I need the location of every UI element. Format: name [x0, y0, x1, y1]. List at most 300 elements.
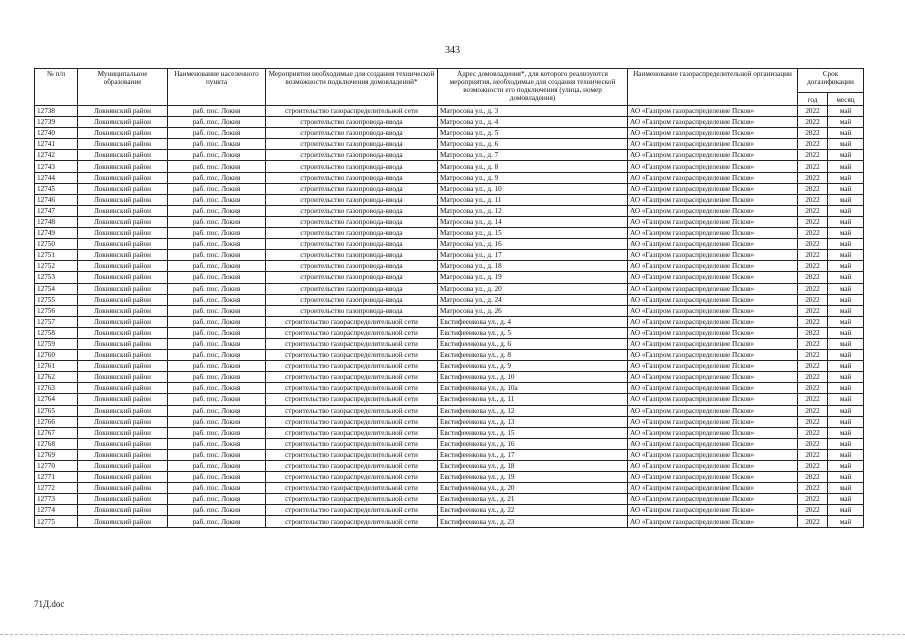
cell-measures: строительство газораспределительной сети	[266, 416, 438, 427]
cell-address: Матросова ул., д. 3	[438, 106, 628, 117]
table-row	[35, 305, 864, 316]
header-organization: Наименование газораспределительной организации	[628, 69, 798, 106]
cell-settlement: раб. пос. Локня	[168, 216, 266, 227]
cell-month: май	[828, 205, 864, 216]
cell-month: май	[828, 427, 864, 438]
cell-num: 12774	[35, 505, 78, 516]
cell-measures: строительство газораспределительной сети	[266, 472, 438, 483]
cell-settlement: раб. пос. Локня	[168, 261, 266, 272]
cell-settlement: раб. пос. Локня	[168, 438, 266, 449]
cell-organization: АО «Газпром газораспределение Псков»	[628, 449, 798, 460]
cell-measures: строительство газораспределительной сети	[266, 405, 438, 416]
cell-organization: АО «Газпром газораспределение Псков»	[628, 161, 798, 172]
cell-measures: строительство газораспределительной сети	[266, 361, 438, 372]
cell-organization: АО «Газпром газораспределение Псков»	[628, 394, 798, 405]
cell-month: май	[828, 472, 864, 483]
cell-municipality: Локнянский район	[78, 416, 168, 427]
cell-municipality: Локнянский район	[78, 172, 168, 183]
cell-year: 2022	[798, 338, 828, 349]
table-row	[35, 261, 864, 272]
cell-num: 12740	[35, 128, 78, 139]
cell-year: 2022	[798, 150, 828, 161]
cell-address: Матросова ул., д. 10	[438, 183, 628, 194]
table-row	[35, 516, 864, 527]
cell-month: май	[828, 405, 864, 416]
table-row	[35, 272, 864, 283]
cell-measures: строительство газораспределительной сети	[266, 327, 438, 338]
cell-settlement: раб. пос. Локня	[168, 239, 266, 250]
cell-settlement: раб. пос. Локня	[168, 327, 266, 338]
cell-address: Матросова ул., д. 17	[438, 250, 628, 261]
cell-year: 2022	[798, 272, 828, 283]
table-row	[35, 117, 864, 128]
cell-municipality: Локнянский район	[78, 372, 168, 383]
cell-address: Матросова ул., д. 6	[438, 139, 628, 150]
cell-municipality: Локнянский район	[78, 261, 168, 272]
cell-month: май	[828, 250, 864, 261]
cell-year: 2022	[798, 394, 828, 405]
cell-municipality: Локнянский район	[78, 183, 168, 194]
cell-measures: строительство газораспределительной сети	[266, 338, 438, 349]
cell-month: май	[828, 261, 864, 272]
cell-num: 12765	[35, 405, 78, 416]
cell-organization: АО «Газпром газораспределение Псков»	[628, 438, 798, 449]
cell-num: 12756	[35, 305, 78, 316]
header-month: месяц	[828, 93, 864, 106]
cell-num: 12738	[35, 106, 78, 117]
cell-address: Евстифеенкова ул., д. 6	[438, 338, 628, 349]
cell-municipality: Локнянский район	[78, 338, 168, 349]
table-row	[35, 250, 864, 261]
header-address: Адрес домовладения*, для которого реализуются мероприятия, необходимые для создания технической возможности его подключения (улица, номер домовладения)	[438, 69, 628, 106]
table-row	[35, 394, 864, 405]
cell-month: май	[828, 283, 864, 294]
cell-num: 12745	[35, 183, 78, 194]
cell-measures: строительство газораспределительной сети	[266, 505, 438, 516]
cell-measures: строительство газораспределительной сети	[266, 516, 438, 527]
cell-municipality: Локнянский район	[78, 427, 168, 438]
cell-year: 2022	[798, 427, 828, 438]
cell-organization: АО «Газпром газораспределение Псков»	[628, 516, 798, 527]
cell-municipality: Локнянский район	[78, 194, 168, 205]
cell-measures: строительство газопровода-ввода	[266, 194, 438, 205]
cell-year: 2022	[798, 350, 828, 361]
table-row	[35, 383, 864, 394]
cell-num: 12748	[35, 216, 78, 227]
cell-month: май	[828, 449, 864, 460]
cell-address: Матросова ул., д. 24	[438, 294, 628, 305]
cell-measures: строительство газопровода-ввода	[266, 139, 438, 150]
cell-num: 12747	[35, 205, 78, 216]
cell-municipality: Локнянский район	[78, 449, 168, 460]
cell-municipality: Локнянский район	[78, 150, 168, 161]
cell-month: май	[828, 228, 864, 239]
cell-settlement: раб. пос. Локня	[168, 128, 266, 139]
cell-year: 2022	[798, 250, 828, 261]
table-row	[35, 338, 864, 349]
cell-address: Матросова ул., д. 8	[438, 161, 628, 172]
cell-organization: АО «Газпром газораспределение Псков»	[628, 416, 798, 427]
cell-address: Евстифеенкова ул., д. 17	[438, 449, 628, 460]
cell-municipality: Локнянский район	[78, 239, 168, 250]
cell-measures: строительство газопровода-ввода	[266, 294, 438, 305]
cell-month: май	[828, 139, 864, 150]
cell-num: 12763	[35, 383, 78, 394]
cell-measures: строительство газораспределительной сети	[266, 316, 438, 327]
table-row	[35, 128, 864, 139]
cell-organization: АО «Газпром газораспределение Псков»	[628, 216, 798, 227]
cell-address: Матросова ул., д. 5	[438, 128, 628, 139]
cell-address: Евстифеенкова ул., д. 5	[438, 327, 628, 338]
cell-year: 2022	[798, 305, 828, 316]
header-settlement: Наименование населенного пункта	[168, 69, 266, 106]
table-row	[35, 494, 864, 505]
table-row	[35, 216, 864, 227]
cell-month: май	[828, 183, 864, 194]
cell-organization: АО «Газпром газораспределение Псков»	[628, 183, 798, 194]
cell-settlement: раб. пос. Локня	[168, 117, 266, 128]
cell-settlement: раб. пос. Локня	[168, 383, 266, 394]
header-municipality: Муниципальное образование	[78, 69, 168, 106]
cell-month: май	[828, 316, 864, 327]
cell-month: май	[828, 117, 864, 128]
cell-municipality: Локнянский район	[78, 394, 168, 405]
cell-measures: строительство газораспределительной сети	[266, 106, 438, 117]
cell-organization: АО «Газпром газораспределение Псков»	[628, 272, 798, 283]
cell-address: Евстифеенкова ул., д. 15	[438, 427, 628, 438]
cell-settlement: раб. пос. Локня	[168, 294, 266, 305]
cell-address: Евстифеенкова ул., д. 20	[438, 483, 628, 494]
cell-municipality: Локнянский район	[78, 272, 168, 283]
cell-num: 12751	[35, 250, 78, 261]
cell-measures: строительство газопровода-ввода	[266, 261, 438, 272]
cell-settlement: раб. пос. Локня	[168, 194, 266, 205]
cell-num: 12754	[35, 283, 78, 294]
cell-settlement: раб. пос. Локня	[168, 172, 266, 183]
cell-settlement: раб. пос. Локня	[168, 272, 266, 283]
table-row	[35, 172, 864, 183]
cell-num: 12760	[35, 350, 78, 361]
cell-address: Евстифеенкова ул., д. 23	[438, 516, 628, 527]
table-row	[35, 239, 864, 250]
cell-settlement: раб. пос. Локня	[168, 472, 266, 483]
cell-year: 2022	[798, 228, 828, 239]
cell-municipality: Локнянский район	[78, 228, 168, 239]
cell-year: 2022	[798, 294, 828, 305]
cell-year: 2022	[798, 372, 828, 383]
cell-month: май	[828, 416, 864, 427]
table-row	[35, 438, 864, 449]
cell-num: 12739	[35, 117, 78, 128]
cell-month: май	[828, 272, 864, 283]
cell-month: май	[828, 239, 864, 250]
cell-settlement: раб. пос. Локня	[168, 361, 266, 372]
cell-year: 2022	[798, 483, 828, 494]
cell-address: Евстифеенкова ул., д. 12	[438, 405, 628, 416]
cell-address: Матросова ул., д. 26	[438, 305, 628, 316]
cell-municipality: Локнянский район	[78, 161, 168, 172]
cell-month: май	[828, 194, 864, 205]
table-row	[35, 505, 864, 516]
cell-address: Евстифеенкова ул., д. 9	[438, 361, 628, 372]
cell-num: 12749	[35, 228, 78, 239]
cell-measures: строительство газораспределительной сети	[266, 461, 438, 472]
cell-settlement: раб. пос. Локня	[168, 505, 266, 516]
table-row	[35, 150, 864, 161]
scan-edge-line	[0, 634, 905, 635]
table-row	[35, 161, 864, 172]
cell-year: 2022	[798, 405, 828, 416]
cell-measures: строительство газопровода-ввода	[266, 161, 438, 172]
cell-address: Евстифеенкова ул., д. 19	[438, 472, 628, 483]
cell-month: май	[828, 372, 864, 383]
cell-settlement: раб. пос. Локня	[168, 494, 266, 505]
cell-municipality: Локнянский район	[78, 250, 168, 261]
cell-organization: АО «Газпром газораспределение Псков»	[628, 250, 798, 261]
cell-municipality: Локнянский район	[78, 316, 168, 327]
cell-month: май	[828, 350, 864, 361]
table-row	[35, 361, 864, 372]
cell-month: май	[828, 150, 864, 161]
table-row	[35, 483, 864, 494]
cell-measures: строительство газораспределительной сети	[266, 449, 438, 460]
cell-year: 2022	[798, 361, 828, 372]
cell-address: Матросова ул., д. 11	[438, 194, 628, 205]
table-row	[35, 461, 864, 472]
cell-month: май	[828, 461, 864, 472]
cell-year: 2022	[798, 461, 828, 472]
cell-year: 2022	[798, 472, 828, 483]
cell-organization: АО «Газпром газораспределение Псков»	[628, 316, 798, 327]
cell-address: Евстифеенкова ул., д. 22	[438, 505, 628, 516]
cell-municipality: Локнянский район	[78, 294, 168, 305]
cell-address: Матросова ул., д. 12	[438, 205, 628, 216]
cell-organization: АО «Газпром газораспределение Псков»	[628, 372, 798, 383]
cell-municipality: Локнянский район	[78, 139, 168, 150]
cell-num: 12758	[35, 327, 78, 338]
cell-num: 12767	[35, 427, 78, 438]
cell-measures: строительство газопровода-ввода	[266, 228, 438, 239]
cell-organization: АО «Газпром газораспределение Псков»	[628, 150, 798, 161]
cell-num: 12746	[35, 194, 78, 205]
cell-settlement: раб. пос. Локня	[168, 516, 266, 527]
cell-address: Матросова ул., д. 7	[438, 150, 628, 161]
header-num: № п/п	[35, 69, 78, 106]
cell-settlement: раб. пос. Локня	[168, 416, 266, 427]
cell-year: 2022	[798, 438, 828, 449]
cell-settlement: раб. пос. Локня	[168, 394, 266, 405]
table-row	[35, 405, 864, 416]
cell-settlement: раб. пос. Локня	[168, 350, 266, 361]
cell-year: 2022	[798, 194, 828, 205]
cell-month: май	[828, 438, 864, 449]
cell-num: 12769	[35, 449, 78, 460]
cell-month: май	[828, 305, 864, 316]
cell-num: 12757	[35, 316, 78, 327]
cell-settlement: раб. пос. Локня	[168, 305, 266, 316]
table-row	[35, 327, 864, 338]
cell-municipality: Локнянский район	[78, 205, 168, 216]
table-row	[35, 205, 864, 216]
cell-month: май	[828, 294, 864, 305]
cell-organization: АО «Газпром газораспределение Псков»	[628, 139, 798, 150]
cell-month: май	[828, 327, 864, 338]
cell-organization: АО «Газпром газораспределение Псков»	[628, 205, 798, 216]
cell-measures: строительство газопровода-ввода	[266, 272, 438, 283]
cell-measures: строительство газопровода-ввода	[266, 183, 438, 194]
cell-municipality: Локнянский район	[78, 516, 168, 527]
table-body	[35, 106, 864, 528]
cell-month: май	[828, 216, 864, 227]
cell-year: 2022	[798, 505, 828, 516]
cell-num: 12761	[35, 361, 78, 372]
cell-organization: АО «Газпром газораспределение Псков»	[628, 283, 798, 294]
cell-measures: строительство газопровода-ввода	[266, 239, 438, 250]
cell-settlement: раб. пос. Локня	[168, 205, 266, 216]
cell-municipality: Локнянский район	[78, 461, 168, 472]
cell-num: 12741	[35, 139, 78, 150]
cell-organization: АО «Газпром газораспределение Псков»	[628, 505, 798, 516]
table-row	[35, 294, 864, 305]
cell-year: 2022	[798, 205, 828, 216]
cell-municipality: Локнянский район	[78, 405, 168, 416]
cell-settlement: раб. пос. Локня	[168, 106, 266, 117]
table-row	[35, 427, 864, 438]
cell-organization: АО «Газпром газораспределение Псков»	[628, 338, 798, 349]
cell-organization: АО «Газпром газораспределение Псков»	[628, 261, 798, 272]
cell-num: 12762	[35, 372, 78, 383]
cell-municipality: Локнянский район	[78, 505, 168, 516]
cell-municipality: Локнянский район	[78, 438, 168, 449]
cell-year: 2022	[798, 172, 828, 183]
cell-address: Матросова ул., д. 20	[438, 283, 628, 294]
cell-month: май	[828, 128, 864, 139]
cell-organization: АО «Газпром газораспределение Псков»	[628, 427, 798, 438]
cell-address: Евстифеенкова ул., д. 10	[438, 372, 628, 383]
cell-num: 12768	[35, 438, 78, 449]
cell-address: Матросова ул., д. 14	[438, 216, 628, 227]
cell-year: 2022	[798, 516, 828, 527]
cell-address: Евстифеенкова ул., д. 8	[438, 350, 628, 361]
cell-address: Матросова ул., д. 15	[438, 228, 628, 239]
cell-settlement: раб. пос. Локня	[168, 161, 266, 172]
cell-municipality: Локнянский район	[78, 283, 168, 294]
cell-measures: строительство газораспределительной сети	[266, 494, 438, 505]
table-row	[35, 283, 864, 294]
table-row	[35, 350, 864, 361]
cell-municipality: Локнянский район	[78, 327, 168, 338]
cell-year: 2022	[798, 183, 828, 194]
header-measures: Мероприятия необходимые для создания технической возможности подключения домовладений*	[266, 69, 438, 106]
table-row	[35, 139, 864, 150]
cell-measures: строительство газораспределительной сети	[266, 483, 438, 494]
cell-organization: АО «Газпром газораспределение Псков»	[628, 350, 798, 361]
table-row	[35, 472, 864, 483]
table-header	[35, 69, 864, 106]
cell-num: 12755	[35, 294, 78, 305]
cell-num: 12773	[35, 494, 78, 505]
cell-organization: АО «Газпром газораспределение Псков»	[628, 294, 798, 305]
cell-year: 2022	[798, 139, 828, 150]
cell-month: май	[828, 338, 864, 349]
cell-measures: строительство газопровода-ввода	[266, 150, 438, 161]
cell-settlement: раб. пос. Локня	[168, 461, 266, 472]
header-term: Срок догазификации	[798, 69, 864, 93]
cell-organization: АО «Газпром газораспределение Псков»	[628, 361, 798, 372]
cell-address: Евстифеенкова ул., д. 21	[438, 494, 628, 505]
cell-settlement: раб. пос. Локня	[168, 283, 266, 294]
cell-num: 12742	[35, 150, 78, 161]
cell-address: Матросова ул., д. 9	[438, 172, 628, 183]
cell-municipality: Локнянский район	[78, 361, 168, 372]
cell-measures: строительство газораспределительной сети	[266, 372, 438, 383]
cell-num: 12771	[35, 472, 78, 483]
cell-year: 2022	[798, 449, 828, 460]
cell-municipality: Локнянский район	[78, 350, 168, 361]
table-row	[35, 372, 864, 383]
cell-month: май	[828, 516, 864, 527]
cell-year: 2022	[798, 261, 828, 272]
cell-num: 12775	[35, 516, 78, 527]
cell-address: Матросова ул., д. 4	[438, 117, 628, 128]
cell-address: Евстифеенкова ул., д. 16	[438, 438, 628, 449]
cell-municipality: Локнянский район	[78, 494, 168, 505]
cell-measures: строительство газопровода-ввода	[266, 128, 438, 139]
cell-month: май	[828, 505, 864, 516]
cell-month: май	[828, 172, 864, 183]
cell-num: 12770	[35, 461, 78, 472]
cell-settlement: раб. пос. Локня	[168, 139, 266, 150]
cell-year: 2022	[798, 416, 828, 427]
cell-month: май	[828, 361, 864, 372]
cell-settlement: раб. пос. Локня	[168, 427, 266, 438]
cell-organization: АО «Газпром газораспределение Псков»	[628, 483, 798, 494]
table-row	[35, 194, 864, 205]
cell-organization: АО «Газпром газораспределение Псков»	[628, 228, 798, 239]
cell-measures: строительство газораспределительной сети	[266, 383, 438, 394]
cell-year: 2022	[798, 239, 828, 250]
table-row	[35, 449, 864, 460]
cell-year: 2022	[798, 216, 828, 227]
cell-organization: АО «Газпром газораспределение Псков»	[628, 239, 798, 250]
cell-settlement: раб. пос. Локня	[168, 316, 266, 327]
cell-measures: строительство газопровода-ввода	[266, 172, 438, 183]
cell-num: 12743	[35, 161, 78, 172]
cell-settlement: раб. пос. Локня	[168, 483, 266, 494]
cell-year: 2022	[798, 117, 828, 128]
cell-organization: АО «Газпром газораспределение Псков»	[628, 172, 798, 183]
cell-measures: строительство газопровода-ввода	[266, 250, 438, 261]
cell-organization: АО «Газпром газораспределение Псков»	[628, 305, 798, 316]
cell-address: Евстифеенкова ул., д. 11	[438, 394, 628, 405]
cell-address: Евстифеенкова ул., д. 13	[438, 416, 628, 427]
cell-measures: строительство газопровода-ввода	[266, 283, 438, 294]
header-year: год	[798, 93, 828, 106]
cell-settlement: раб. пос. Локня	[168, 449, 266, 460]
cell-month: май	[828, 394, 864, 405]
cell-organization: АО «Газпром газораспределение Псков»	[628, 472, 798, 483]
cell-organization: АО «Газпром газораспределение Псков»	[628, 494, 798, 505]
cell-num: 12744	[35, 172, 78, 183]
cell-organization: АО «Газпром газораспределение Псков»	[628, 128, 798, 139]
cell-municipality: Локнянский район	[78, 128, 168, 139]
cell-municipality: Локнянский район	[78, 117, 168, 128]
cell-municipality: Локнянский район	[78, 472, 168, 483]
cell-num: 12750	[35, 239, 78, 250]
table-row	[35, 416, 864, 427]
cell-measures: строительство газораспределительной сети	[266, 350, 438, 361]
cell-measures: строительство газопровода-ввода	[266, 216, 438, 227]
